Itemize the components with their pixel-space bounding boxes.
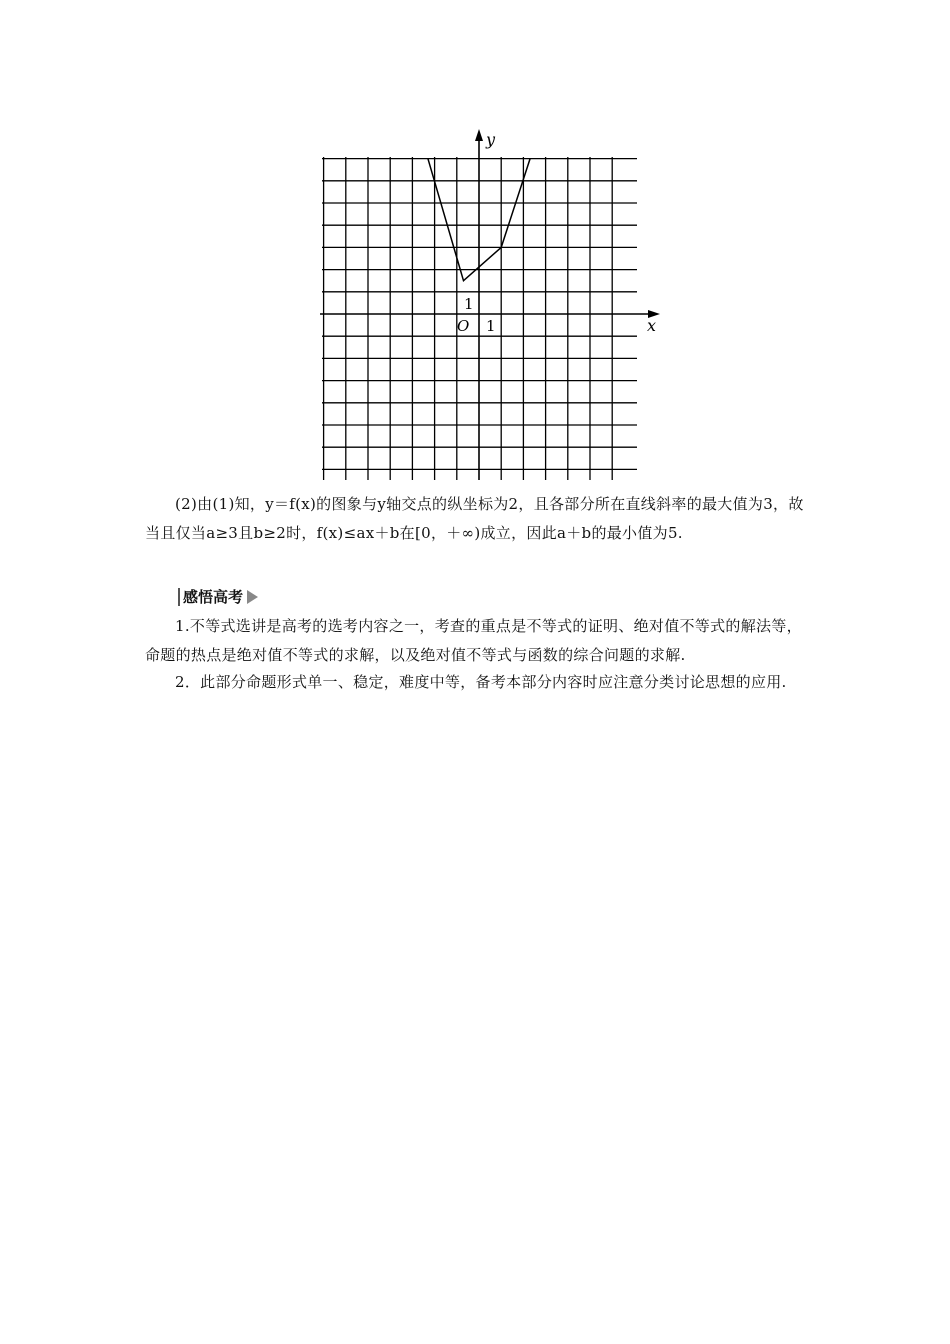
play-triangle-icon <box>247 590 258 604</box>
x-axis-label: x <box>647 316 657 335</box>
solution-paragraph: (2)由(1)知，y＝f(x)的图象与y轴交点的纵坐标为2，且各部分所在直线斜率的最大值为3，故当且仅当a≥3且b≥2时，f(x)≤ax＋b在[0，＋∞)成立，因此a＋b的最小值为5. <box>145 495 804 542</box>
origin-label: O <box>457 317 470 335</box>
x-tick-label: 1 <box>486 317 496 335</box>
section-bar-icon <box>178 588 180 606</box>
y-axis-arrow-icon <box>475 129 483 141</box>
summary-item-2: 2．此部分命题形式单一、稳定，难度中等，备考本部分内容时应注意分类讨论思想的应用. <box>175 673 787 691</box>
y-axis-label: y <box>486 130 496 149</box>
summary-item-1: 1.不等式选讲是高考的选考内容之一，考查的重点是不等式的证明、绝对值不等式的解法等，命题的热点是绝对值不等式的求解，以及绝对值不等式与函数的综合问题的求解. <box>145 617 802 664</box>
y-tick-label: 1 <box>464 295 474 313</box>
section-heading <box>178 586 258 607</box>
function-graph-figure <box>310 125 670 485</box>
y-axis <box>475 129 483 480</box>
section-title: 感悟高考 <box>183 588 244 606</box>
